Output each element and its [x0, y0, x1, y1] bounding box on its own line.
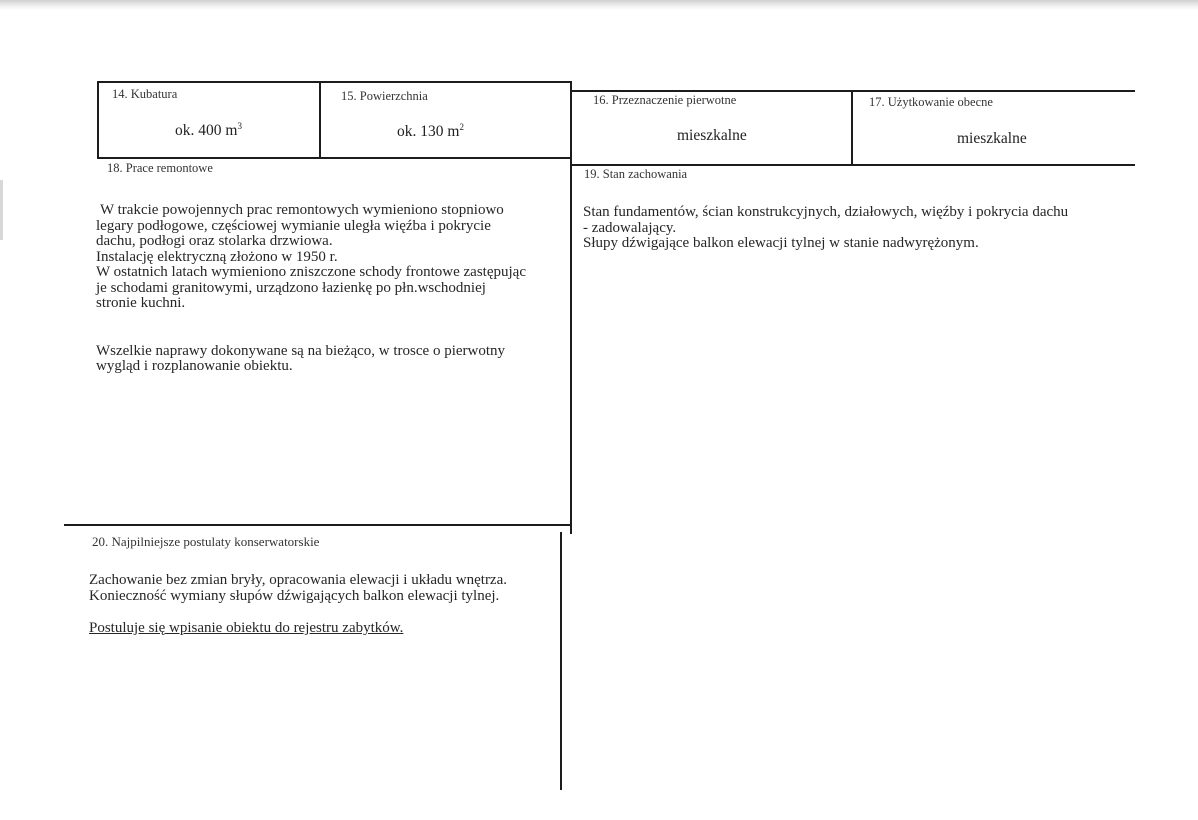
powierzchnia-value: [397, 122, 464, 141]
postulaty-label: 20. Najpilniejsze postulaty konserwatorskie: [92, 534, 320, 549]
postulaty-conclusion: Postuluje się wpisanie obiektu do rejestru zabytków.: [89, 620, 404, 636]
prace-line: wygląd i rozplanowanie obiektu.: [96, 358, 293, 374]
section20-top-border: [64, 524, 572, 526]
scan-edge: [0, 0, 1198, 10]
kubatura-label: 14. Kubatura: [112, 87, 178, 101]
prace-line: je schodami granitowymi, urządzono łazienkę po płn.wschodniej: [96, 279, 486, 296]
prace-label: 18. Prace remontowe: [107, 161, 213, 175]
prace-text: [96, 203, 526, 375]
kubatura-unit-sup: 3: [237, 121, 242, 131]
row1-bottom-border-right: [572, 164, 1135, 166]
divider-16-17: [851, 91, 853, 165]
center-divider-lower: [560, 532, 562, 790]
postulaty-line: Konieczność wymiany słupów dźwigających balkon elewacji tylnej.: [89, 587, 500, 604]
divider-14-15: [319, 82, 321, 158]
prace-line: stronie kuchni.: [96, 295, 186, 311]
stan-line: Stan fundamentów, ścian konstrukcyjnych, działowych, więźby i pokrycia dachu: [583, 204, 1069, 220]
powierzchnia-number: ok. 130 m: [397, 123, 460, 141]
kubatura-value: [175, 121, 242, 140]
row1-top-border-right: [572, 90, 1135, 92]
prace-line: dachu, podłogi oraz stolarka drzwiowa.: [96, 233, 333, 249]
row1-top-border: [97, 81, 572, 83]
stan-text: [583, 205, 1068, 252]
postulaty-line: Zachowanie bez zmian bryły, opracowania elewacji i układu wnętrza.: [89, 572, 508, 588]
row1-left-border: [97, 81, 99, 159]
kubatura-number: ok. 400 m: [175, 122, 238, 140]
uzytkowanie-label: 17. Użytkowanie obecne: [869, 95, 993, 109]
center-divider: [570, 82, 572, 534]
prace-line: W trakcie powojennych prac remontowych wymieniono stopniowo: [100, 202, 504, 218]
stan-line: Słupy dźwigające balkon elewacji tylnej w stanie nadwyrężonym.: [583, 235, 979, 251]
prace-line: legary podłogowe, częściowej wymianie uległa więźba i pokrycie: [96, 217, 491, 234]
scan-shadow: [0, 180, 3, 240]
przeznaczenie-label: 16. Przeznaczenie pierwotne: [593, 93, 737, 107]
powierzchnia-label: 15. Powierzchnia: [341, 89, 428, 103]
stan-line: - zadowalający.: [583, 219, 677, 236]
prace-line: Wszelkie naprawy dokonywane są na bieżąco, w trosce o pierwotny: [96, 342, 506, 359]
powierzchnia-unit-sup: 2: [459, 122, 464, 132]
uzytkowanie-value: mieszkalne: [957, 130, 1027, 147]
prace-line: Instalację elektryczną złożono w 1950 r.: [96, 248, 338, 265]
przeznaczenie-value: mieszkalne: [677, 127, 747, 144]
postulaty-text: [89, 573, 507, 637]
prace-line: W ostatnich latach wymieniono zniszczone schody frontowe zastępując: [96, 264, 526, 280]
stan-label: 19. Stan zachowania: [584, 167, 688, 181]
row1-bottom-border: [97, 157, 572, 159]
